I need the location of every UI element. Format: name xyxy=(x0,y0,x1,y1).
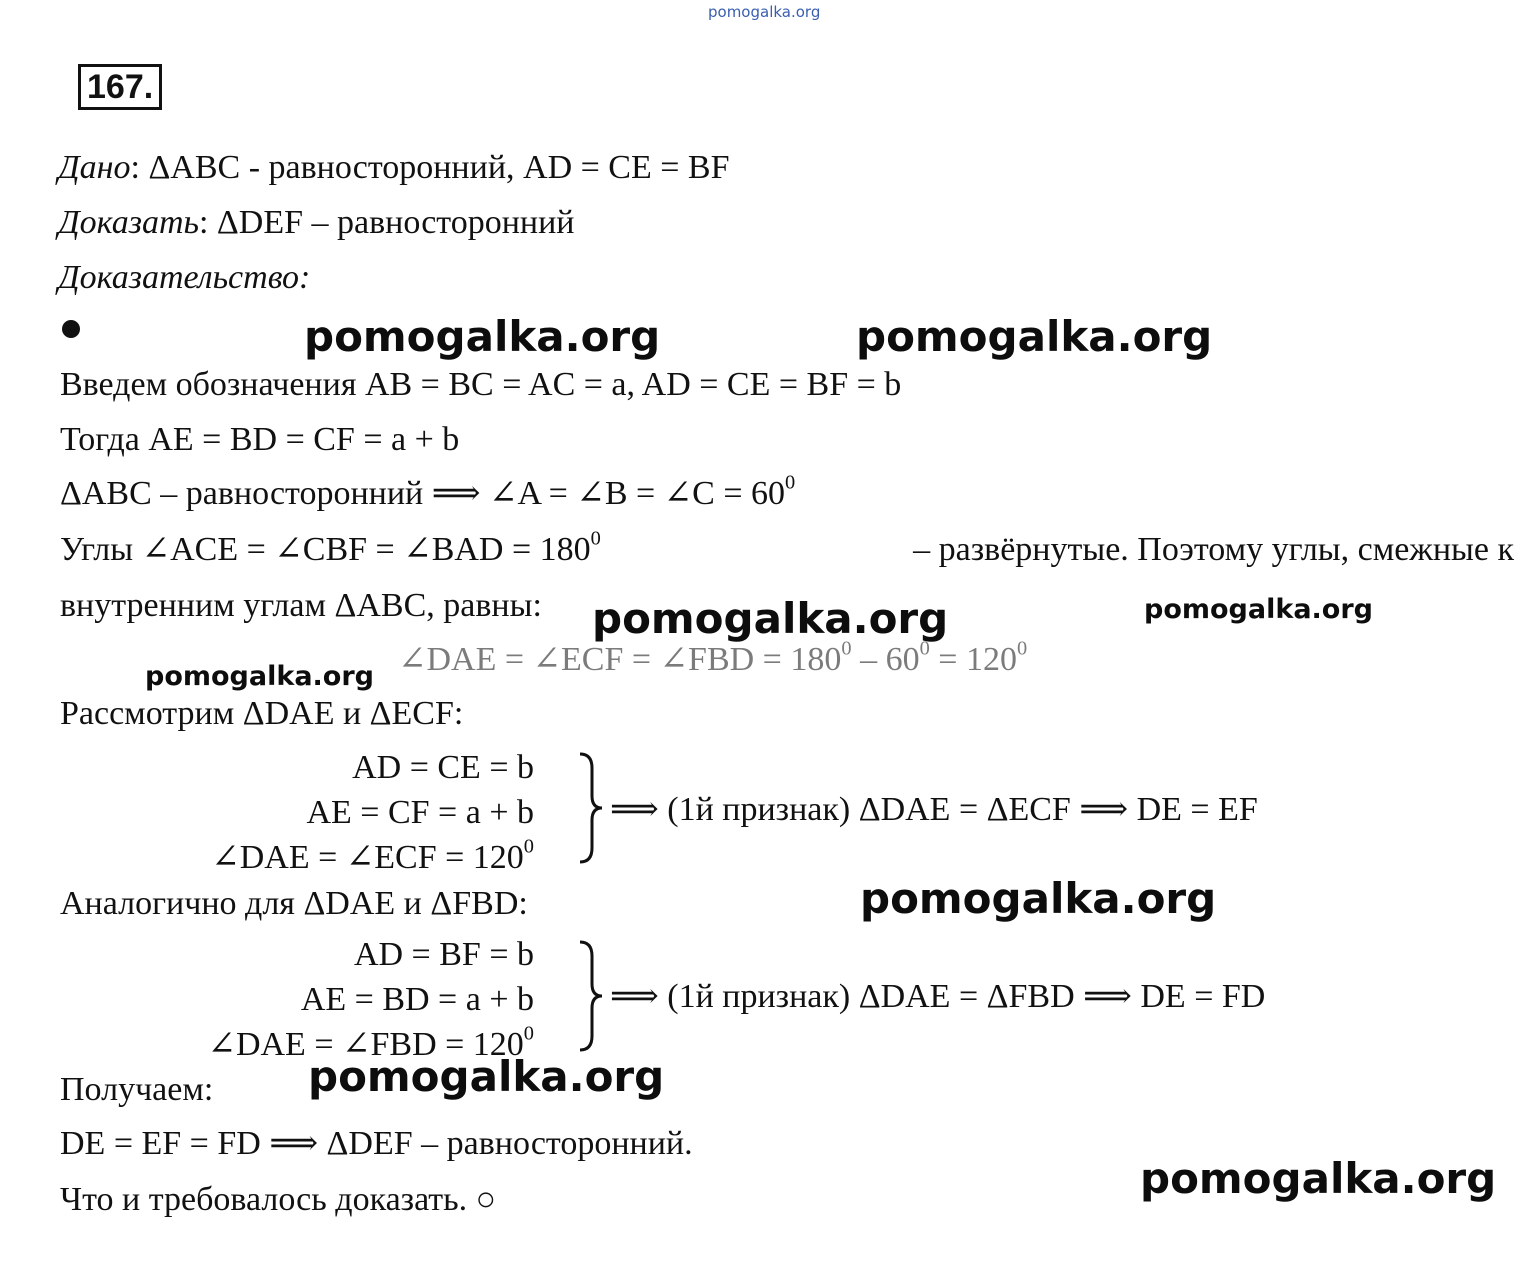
watermark-5: pomogalka.org xyxy=(145,661,374,692)
given-text: : ΔABC - равносторонний, AD = CE = BF xyxy=(130,149,730,186)
system-1-conclusion: ⟹ (1й признак) ΔDAE = ΔECF ⟹ DE = EF xyxy=(610,791,1258,828)
proof-line-then: Тогда AE = BD = CF = a + b xyxy=(60,421,460,458)
proof-line-straight-angles-tail: – развёрнутые. Поэтому углы, смежные к xyxy=(913,531,1514,568)
problem-number: 167. xyxy=(78,64,162,110)
system-2-conditions xyxy=(150,932,534,1067)
proof-label: Доказательство: xyxy=(58,259,311,296)
proof-line-consider: Рассмотрим ΔDAE и ΔECF: xyxy=(60,695,464,732)
watermark-1: pomogalka.org xyxy=(304,312,661,361)
watermark-8: pomogalka.org xyxy=(1140,1154,1497,1203)
prove-label: Доказать xyxy=(58,204,199,241)
system-1-conditions xyxy=(150,745,534,880)
system-1-row-3: ∠DAE = ∠ECF = $120^0$ xyxy=(211,835,534,876)
proof-line-notation: Введем обозначения AB = BC = AC = a, AD = CE = BF = b xyxy=(60,366,902,403)
proof-line-qed: Что и требовалось доказать. ○ xyxy=(60,1181,497,1218)
line3-text: ΔABC – равносторонний ⟹ ∠A = ∠B = ∠C = 60 xyxy=(60,475,786,512)
line4a-text: Углы ∠ACE = ∠CBF = ∠BAD = 180 xyxy=(60,531,591,568)
watermark-6: pomogalka.org xyxy=(860,874,1217,923)
system-2-row-3: ∠DAE = ∠FBD = $120^0$ xyxy=(207,1022,534,1063)
proof-line-straight-angles xyxy=(60,527,601,570)
watermark-3: pomogalka.org xyxy=(592,594,949,643)
line4a-degree: 0 xyxy=(590,527,601,550)
proof-line-obtain: Получаем: xyxy=(60,1071,214,1108)
system-2-row-2: AE = BD = a + b xyxy=(300,981,534,1018)
given-line xyxy=(58,148,730,188)
watermark-7: pomogalka.org xyxy=(308,1052,665,1101)
proof-line-inner-angles: внутренним углам ΔABC, равны: xyxy=(60,587,542,624)
system-1-row-1: AD = CE = b xyxy=(352,749,534,786)
watermark-4: pomogalka.org xyxy=(1144,594,1373,625)
line3-degree: 0 xyxy=(785,471,796,494)
line6-deg3: 0 xyxy=(1016,637,1028,660)
proof-line-similarly: Аналогично для ΔDAE и ΔFBD: xyxy=(60,885,528,922)
line6-c: = 120 xyxy=(929,641,1017,678)
system-2-brace xyxy=(576,940,606,1052)
watermark-2: pomogalka.org xyxy=(856,312,1213,361)
system-1-row-2: AE = CF = a + b xyxy=(306,794,534,831)
prove-line xyxy=(58,203,575,243)
proof-line-result: DE = EF = FD ⟹ ΔDEF – равносторонний. xyxy=(60,1125,693,1162)
system-2-row-1: AD = BF = b xyxy=(353,936,534,973)
proof-line-angles-60 xyxy=(60,471,796,514)
watermark-top: pomogalka.org xyxy=(708,3,821,21)
system-1-brace xyxy=(576,752,606,864)
prove-text: : ΔDEF – равносторонний xyxy=(198,204,575,241)
proof-line-120 xyxy=(398,637,1028,680)
bullet-point xyxy=(62,320,80,338)
line6-a: ∠DAE = ∠ECF = ∠FBD = 180 xyxy=(398,641,842,678)
line6-deg1: 0 xyxy=(841,637,852,660)
given-label: Дано xyxy=(58,149,131,186)
system-2-conclusion: ⟹ (1й признак) ΔDAE = ΔFBD ⟹ DE = FD xyxy=(610,978,1266,1015)
line6-deg2: 0 xyxy=(919,637,930,660)
line6-b: – 60 xyxy=(851,641,920,678)
